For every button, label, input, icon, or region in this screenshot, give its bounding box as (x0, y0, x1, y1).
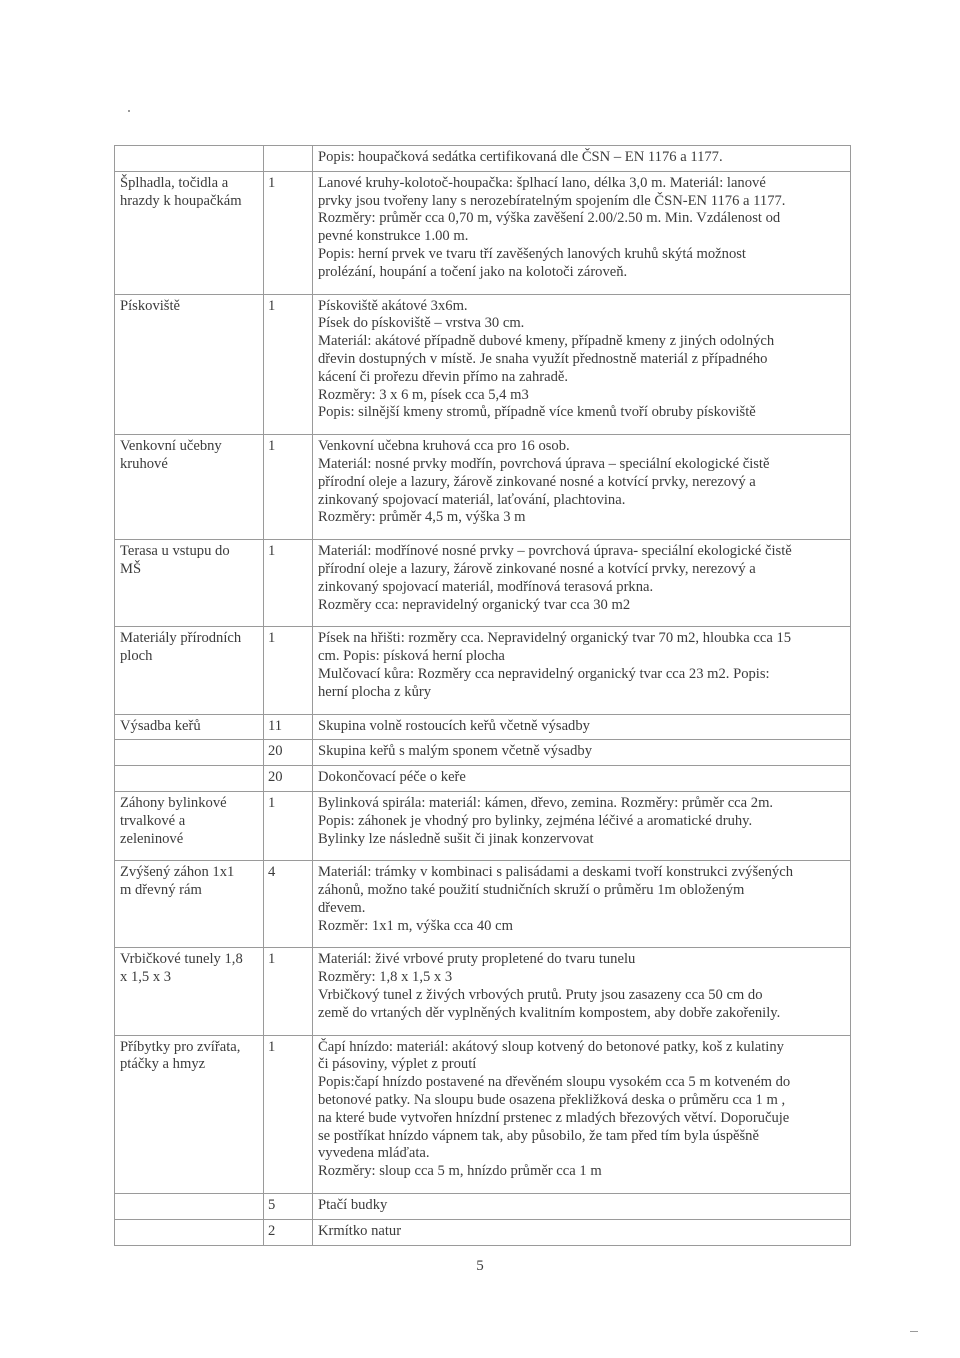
quantity-cell: 1 (264, 948, 313, 1035)
description-cell (313, 146, 851, 172)
description-cell (313, 948, 851, 1035)
table-row (115, 740, 851, 766)
description-line: Čapí hnízdo: materiál: akátový sloup kotvený do betonové patky, koš z kulatiny (318, 1038, 784, 1055)
description-line: Rozměry: 3 x 6 m, písek cca 5,4 m3 (318, 386, 529, 403)
description-line: záhonů, možno také použití studničních skruží o průměru 1m obloženým (318, 882, 745, 899)
description-line: Venkovní učebna kruhová cca pro 16 osob. (318, 438, 570, 455)
description-line: Rozměry: 1,8 x 1,5 x 3 (318, 969, 453, 986)
item-name-cell (115, 766, 264, 792)
quantity-cell: 20 (264, 766, 313, 792)
item-name-line: Materiály přírodních (120, 630, 242, 647)
table-row (115, 294, 851, 435)
table-row (115, 861, 851, 948)
description-line: přírodní oleje a lazury, žárově zinkované nosné a kotvící prvky, nerezový a (318, 560, 756, 577)
item-name-line: Příbytky pro zvířata, (120, 1038, 241, 1055)
description-cell (313, 1219, 851, 1245)
description-line: Skupina keřů s malým sponem včetně výsadby (318, 743, 592, 760)
description-line: dřevin dostupných v místě. Je snaha využít přednostně materiál z případného (318, 350, 768, 367)
description-line: Písek na hřišti: rozměry cca. Nepravidelný organický tvar 70 m2, hloubka cca 15 (318, 630, 792, 647)
description-line: Materiál: akátové případně dubové kmeny, případně kmeny z jiných odolných (318, 333, 775, 350)
description-line: betonové patky. Na sloupu bude osazena překližková deska o průměru cca 1 m , (318, 1092, 786, 1109)
item-name-cell (115, 146, 264, 172)
item-name-cell (115, 627, 264, 714)
item-name-line: Venkovní učebny (120, 438, 222, 455)
quantity-cell: 1 (264, 791, 313, 860)
description-line: Rozměr: 1x1 m, výška cca 40 cm (318, 917, 513, 934)
description-line: zinkovaný spojovací materiál, modřínová terasová prkna. (318, 578, 654, 595)
scan-speck (128, 110, 130, 112)
description-line: Popis: záhonek je vhodný pro bylinky, zejména léčivé a aromatické druhy. (318, 812, 753, 829)
description-cell (313, 740, 851, 766)
description-line: Ptačí budky (318, 1197, 388, 1214)
item-name-line: trvalkové a (120, 812, 186, 829)
description-line: Pískoviště akátové 3x6m. (318, 297, 468, 314)
description-line: Rozměry cca: nepravidelný organický tvar cca 30 m2 (318, 596, 631, 613)
item-name-line: Zvýšený záhon 1x1 (120, 864, 235, 881)
description-cell (313, 791, 851, 860)
description-line: Rozměry: průměr cca 0,70 m, výška zavěšení 2.00/2.50 m. Min. Vzdálenost od (318, 210, 781, 227)
item-name-cell (115, 740, 264, 766)
table-row (115, 766, 851, 792)
item-name-cell (115, 294, 264, 435)
quantity-cell: 1 (264, 171, 313, 294)
description-line: Rozměry: průměr 4,5 m, výška 3 m (318, 509, 526, 526)
item-name-cell (115, 861, 264, 948)
table-row (115, 791, 851, 860)
description-line: Bylinková spirála: materiál: kámen, dřevo, zemina. Rozměry: průměr cca 2m. (318, 794, 774, 811)
quantity-cell (264, 146, 313, 172)
item-name-line: Vrbičkové tunely 1,8 (120, 951, 243, 968)
table-row (115, 171, 851, 294)
item-name-cell (115, 1194, 264, 1220)
item-name-line: m dřevný rám (120, 882, 202, 899)
description-line: Materiál: trámky v kombinaci s palisádami a deskami tvoří konstrukci zvýšených (318, 864, 793, 881)
description-cell (313, 435, 851, 540)
description-line: na které bude vytvořen hnízdní prstenec z mladých březových větví. Doporučuje (318, 1109, 790, 1126)
page-number: 5 (476, 1258, 484, 1274)
table-row (115, 948, 851, 1035)
description-line: vyvedena mláďata. (318, 1145, 430, 1162)
table-body (115, 146, 851, 1246)
description-line: prolézání, houpání a točení jako na kolotoči zároveň. (318, 263, 628, 280)
item-name-line: kruhové (120, 455, 168, 472)
item-name-cell (115, 171, 264, 294)
item-name-line: x 1,5 x 3 (120, 969, 172, 986)
description-line: Skupina volně rostoucích keřů včetně výsadby (318, 717, 590, 734)
quantity-cell: 1 (264, 627, 313, 714)
description-line: Lanové kruhy-kolotoč-houpačka: šplhací lano, délka 3,0 m. Materiál: lanové (318, 174, 766, 191)
description-line: Písek do pískoviště – vrstva 30 cm. (318, 315, 525, 332)
description-line: Popis: houpačková sedátka certifikovaná dle ČSN – EN 1176 a 1177. (318, 149, 723, 165)
description-line: přírodní oleje a lazury, žárově zinkované nosné a kotvící prvky, nerezový a (318, 473, 756, 490)
description-line: či pásoviny, výplet z proutí (318, 1056, 477, 1073)
description-line: Bylinky lze následně sušit či jinak konzervovat (318, 830, 594, 847)
item-name-cell (115, 1035, 264, 1193)
description-line: pevné konstrukce 1.00 m. (318, 228, 469, 245)
description-line: se postříkat hnízdo vápnem tak, aby působilo, že tam před tím byla úspěšně (318, 1127, 759, 1144)
quantity-cell: 1 (264, 435, 313, 540)
table-row (115, 435, 851, 540)
table-row (115, 1194, 851, 1220)
description-line: Krmítko natur (318, 1222, 402, 1239)
table-row (115, 1035, 851, 1193)
quantity-cell: 1 (264, 1035, 313, 1193)
item-name-line: ptáčky a hmyz (120, 1056, 206, 1073)
description-line: Dokončovací péče o keře (318, 769, 466, 786)
items-table (114, 145, 851, 1246)
description-line: Mulčovací kůra: Rozměry cca nepravidelný organický tvar cca 23 m2. Popis: (318, 665, 770, 682)
table-row (115, 714, 851, 740)
description-cell (313, 1194, 851, 1220)
item-name-cell (115, 540, 264, 627)
table-row (115, 1219, 851, 1245)
description-cell (313, 627, 851, 714)
description-line: Materiál: modřínové nosné prvky – povrchová úprava- speciální ekologické čistě (318, 543, 792, 560)
item-name-line: ploch (120, 648, 153, 665)
description-line: zinkovaný spojovací materiál, laťování, plachtovina. (318, 491, 626, 508)
description-line: Popis: herní prvek ve tvaru tří zavěšených lanových kruhů skýtá možnost (318, 245, 746, 262)
table-row (115, 146, 851, 172)
description-cell (313, 861, 851, 948)
description-line: dřevem. (318, 899, 366, 916)
description-line: Rozměry: sloup cca 5 m, hnízdo průměr cca 1 m (318, 1163, 602, 1180)
item-name-cell (115, 435, 264, 540)
description-cell (313, 171, 851, 294)
scan-speck (910, 1331, 918, 1332)
item-name-cell (115, 791, 264, 860)
quantity-cell: 2 (264, 1219, 313, 1245)
description-line: Vrbičkový tunel z živých vrbových prutů. Pruty jsou zasazeny cca 50 cm do (318, 987, 763, 1004)
description-cell (313, 294, 851, 435)
quantity-cell: 5 (264, 1194, 313, 1220)
description-line: Materiál: nosné prvky modřín, povrchová úprava – speciální ekologické čistě (318, 455, 770, 472)
quantity-cell: 11 (264, 714, 313, 740)
table-row (115, 627, 851, 714)
item-name-line: Šplhadla, točidla a (120, 174, 229, 191)
item-name-line: MŠ (120, 560, 142, 577)
quantity-cell: 1 (264, 294, 313, 435)
item-name-line: Výsadba keřů (120, 717, 201, 734)
description-cell (313, 540, 851, 627)
description-line: prvky jsou tvořeny lany s nerozebíratelným spojením dle ČSN-EN 1176 a 1177. (318, 192, 786, 209)
item-name-line: zeleninové (120, 830, 184, 847)
item-name-line: Pískoviště (120, 297, 181, 314)
description-line: země do vrtaných děr vyplněných kvalitním kompostem, aby dobře zakořenily. (318, 1004, 781, 1021)
description-cell (313, 1035, 851, 1193)
table-row (115, 540, 851, 627)
description-line: Popis:čapí hnízdo postavené na dřevěném sloupu vysokém cca 5 m kotveném do (318, 1074, 791, 1091)
description-cell (313, 714, 851, 740)
item-name-cell (115, 948, 264, 1035)
quantity-cell: 20 (264, 740, 313, 766)
quantity-cell: 4 (264, 861, 313, 948)
item-name-line: hrazdy k houpačkám (120, 192, 242, 209)
description-line: kácení či prořezu dřevin přímo na zahradě. (318, 368, 568, 385)
description-cell (313, 766, 851, 792)
item-name-line: Záhony bylinkové (120, 794, 227, 811)
item-name-cell (115, 1219, 264, 1245)
quantity-cell: 1 (264, 540, 313, 627)
description-line: herní plocha z kůry (318, 683, 432, 700)
description-line: Materiál: živé vrbové pruty propletené do tvaru tunelu (318, 951, 636, 968)
description-line: Popis: silnější kmeny stromů, případně více kmenů tvoří obruby pískoviště (318, 404, 756, 421)
item-name-cell (115, 714, 264, 740)
item-name-line: Terasa u vstupu do (120, 543, 230, 560)
description-line: cm. Popis: písková herní plocha (318, 648, 505, 665)
